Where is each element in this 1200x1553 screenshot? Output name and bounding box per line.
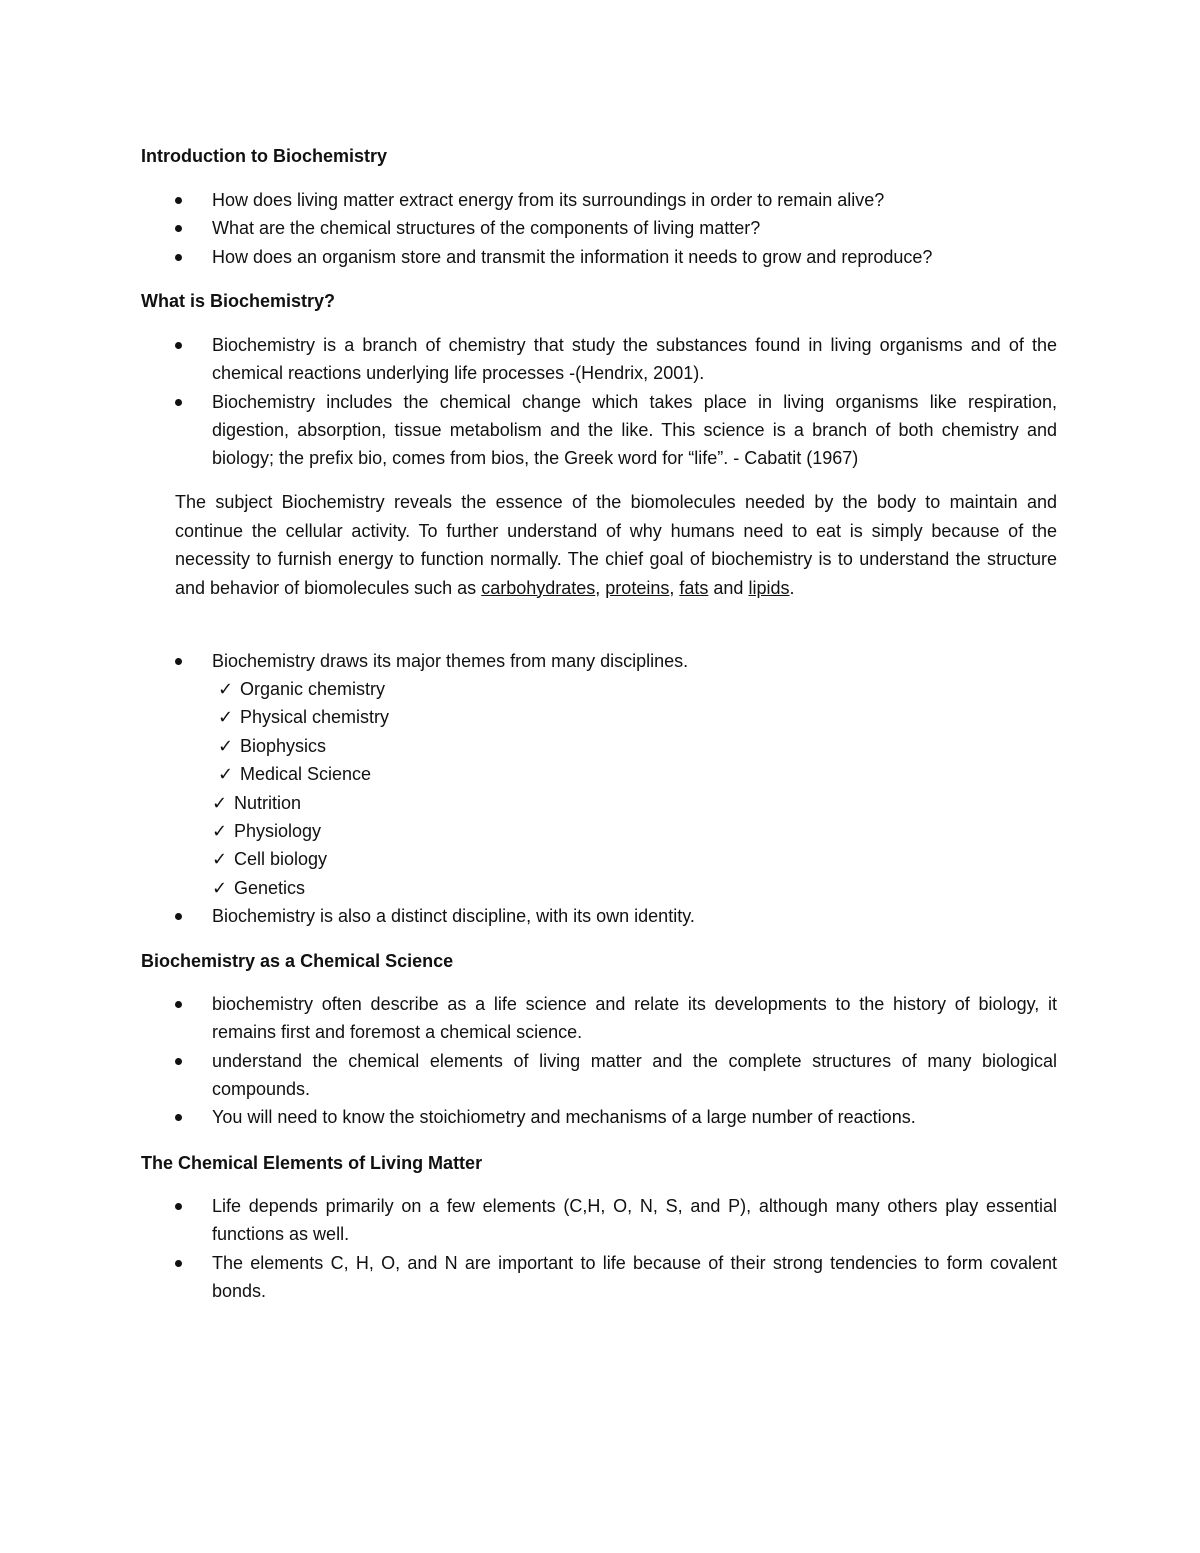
checkmark-icon: ✓ (212, 877, 228, 898)
bullet-icon (175, 399, 182, 406)
heading-chemical-elements: The Chemical Elements of Living Matter (141, 1153, 483, 1173)
bullet-icon (175, 1001, 182, 1008)
bullet-icon (175, 658, 182, 665)
heading-what-is-biochemistry: What is Biochemistry? (141, 291, 336, 311)
list-item: How does living matter extract energy from its surroundings in order to remain alive? (175, 186, 1057, 214)
disciplines-checklist (212, 675, 389, 902)
chemical-science-list (175, 990, 1057, 1131)
heading-chemical-science: Biochemistry as a Chemical Science (141, 951, 454, 971)
disciplines-bullet (175, 647, 1057, 675)
list-item: What are the chemical structures of the components of living matter? (175, 214, 1057, 242)
list-item: The elements C, H, O, and N are important to life because of their strong tendencies to form covalent bonds. (175, 1249, 1057, 1306)
link-lipids[interactable]: lipids (748, 577, 790, 598)
list-item: Life depends primarily on a few elements (C,H, O, N, S, and P), although many others play essential functions as well. (175, 1192, 1057, 1249)
checkmark-icon: ✓ (218, 679, 234, 699)
bullet-icon (175, 197, 182, 204)
chemical-elements-list (175, 1192, 1057, 1305)
list-item: Biochemistry draws its major themes from many disciplines. (175, 647, 1057, 675)
link-fats[interactable]: fats (679, 577, 709, 598)
list-item: How does an organism store and transmit the information it needs to grow and reproduce? (175, 243, 1057, 271)
checklist-item: ✓ Genetics (212, 874, 389, 902)
definition-list (175, 331, 1057, 472)
bullet-icon (175, 913, 182, 920)
bullet-icon (175, 225, 182, 232)
list-item: biochemistry often describe as a life science and relate its developments to the history of biology, it remains first and foremost a chemical science. (175, 990, 1057, 1047)
checkmark-icon: ✓ (218, 707, 234, 728)
identity-bullet (175, 902, 1057, 930)
biomolecules-paragraph: The subject Biochemistry reveals the essence of the biomolecules needed by the body to maintain and continue the cellular activity. To further understand of why humans need to eat is simply because of the necessity to furnish energy to function normally. The chief goal of biochemistry is to understand the structure and behavior of biomolecules such as carbohydrates, proteins, fats and lipids. (175, 492, 1057, 598)
list-item: You will need to know the stoichiometry and mechanisms of a large number of reactions. (175, 1103, 1057, 1131)
list-item: understand the chemical elements of living matter and the complete structures of many biological compounds. (175, 1047, 1057, 1104)
heading-introduction: Introduction to Biochemistry (141, 146, 388, 166)
checklist-item: ✓ Cell biology (212, 845, 389, 873)
checklist-item: ✓ Nutrition (212, 789, 389, 817)
checklist-item: ✓ Biophysics (212, 732, 389, 760)
checklist-item: ✓ Organic chemistry (212, 675, 389, 703)
link-proteins[interactable]: proteins (605, 577, 670, 598)
checkmark-icon: ✓ (218, 735, 234, 756)
checklist-item: ✓ Physiology (212, 817, 389, 845)
checklist-item: ✓ Physical chemistry (212, 703, 389, 731)
bullet-icon (175, 1058, 182, 1065)
bullet-icon (175, 254, 182, 261)
checklist-item: ✓ Medical Science (212, 760, 389, 788)
checkmark-icon: ✓ (218, 764, 234, 785)
bullet-icon (175, 1114, 182, 1121)
intro-question-list (175, 186, 1057, 271)
bullet-icon (175, 1260, 182, 1267)
list-item: Biochemistry includes the chemical change which takes place in living organisms like respiration, digestion, absorption, tissue metabolism and the like. This science is a branch of both chemistry and biology; the prefix bio, comes from bios, the Greek word for “life”. - Cabatit (1967) (175, 388, 1057, 473)
checkmark-icon: ✓ (212, 849, 228, 870)
link-carbohydrates[interactable]: carbohydrates (481, 577, 596, 598)
list-item: Biochemistry is also a distinct discipline, with its own identity. (175, 902, 1057, 930)
list-item: Biochemistry is a branch of chemistry that study the substances found in living organisms and of the chemical reactions underlying life processes -(Hendrix, 2001). (175, 331, 1057, 388)
bullet-icon (175, 1203, 182, 1210)
checkmark-icon: ✓ (212, 792, 228, 813)
bullet-icon (175, 342, 182, 349)
checkmark-icon: ✓ (212, 821, 228, 842)
